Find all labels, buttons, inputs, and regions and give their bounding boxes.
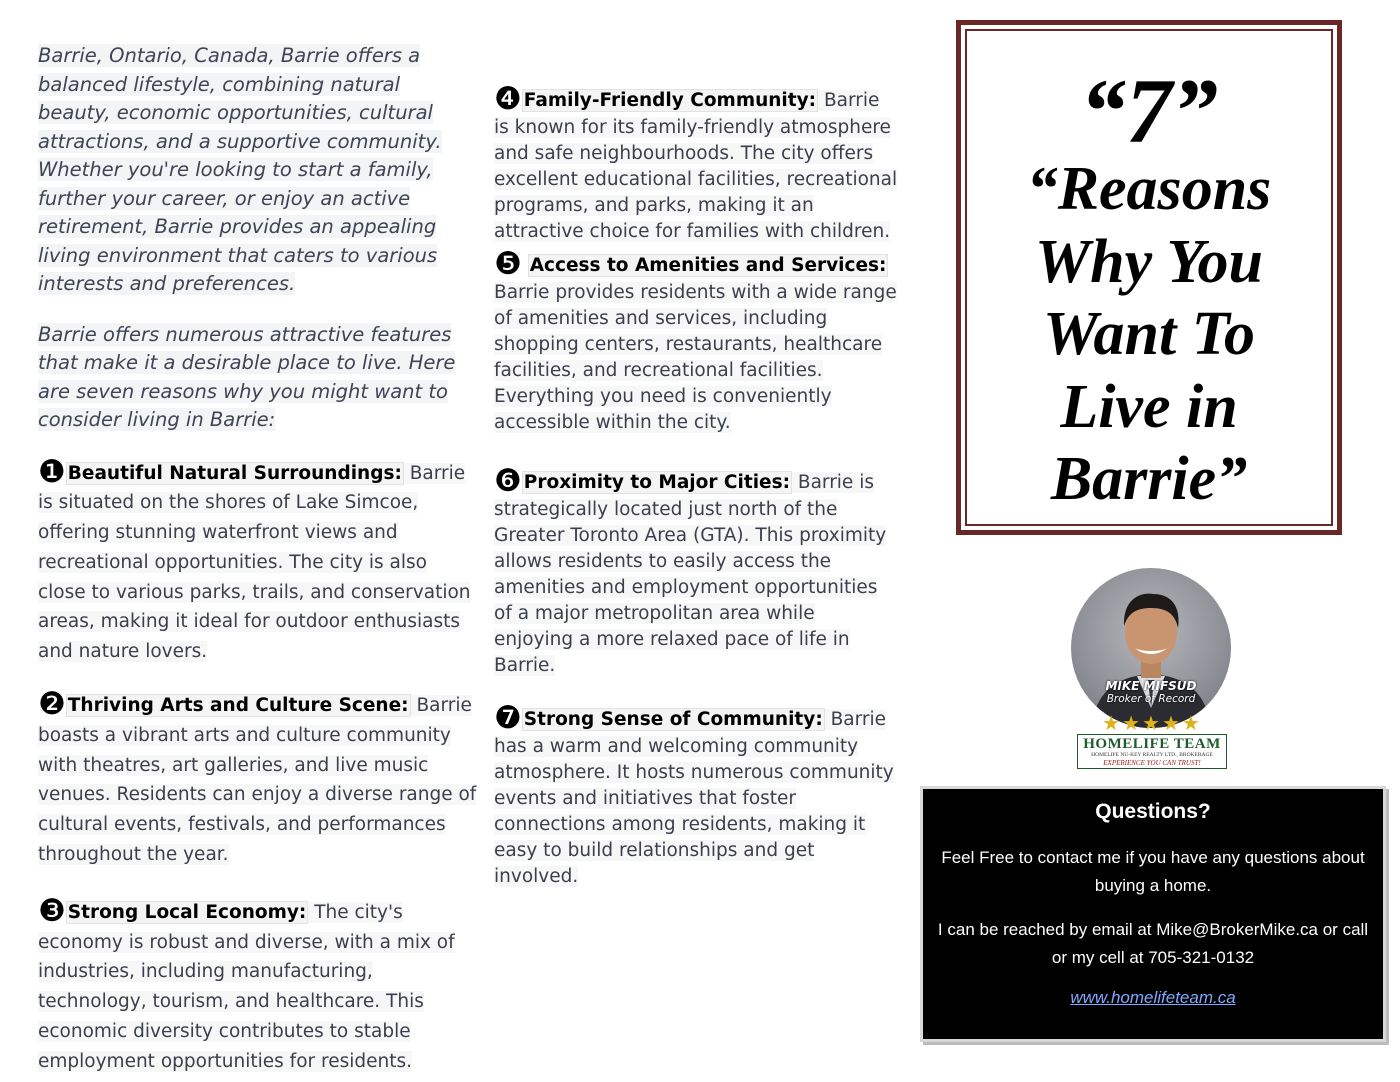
- reason-5: [494, 246, 899, 436]
- contact-heading: Questions?: [1095, 800, 1211, 823]
- number-2-icon: ❷: [38, 686, 66, 723]
- logo-box: [1077, 734, 1227, 769]
- middle-column: [494, 0, 899, 890]
- number-4-icon: ❹: [494, 81, 522, 117]
- star-rating-icon: ★★★★★: [1102, 711, 1202, 735]
- contact-line-1: Feel Free to contact me if you have any questions about buying a home.: [941, 848, 1365, 895]
- number-7-icon: ❼: [494, 700, 522, 736]
- title-number: “7”: [1080, 60, 1218, 162]
- title-line: Why You: [1035, 227, 1263, 296]
- title-line: Want To: [1043, 300, 1255, 368]
- reason-2: [38, 686, 478, 870]
- agent-photo: [1071, 568, 1231, 728]
- reason-1: [38, 453, 478, 668]
- title-line: “Reasons: [1026, 155, 1272, 223]
- website-link[interactable]: www.homelifeteam.ca: [1070, 988, 1236, 1007]
- number-3-icon: ❸: [38, 892, 66, 929]
- reason-heading: Access to Amenities and Services:: [529, 255, 887, 276]
- reason-text: Barrie is situated on the shores of Lake Simcoe, offering stunning waterfront views and recreational opportunities. The city is also close to various parks, trails, and conservation areas, making it ideal for outdoor enthusiasts and nature lovers.: [38, 462, 471, 663]
- reason-text: Barrie is known for its family-friendly atmosphere and safe neighbourhoods. The city offers excellent educational facilities, recreational programs, and parks, making it an attractive choice for families with children.: [494, 90, 898, 242]
- reason-heading: Thriving Arts and Culture Scene:: [67, 695, 409, 717]
- title-line: Live in: [1060, 372, 1238, 441]
- reason-heading: Strong Local Economy:: [67, 901, 307, 923]
- title-frame: [956, 20, 1342, 535]
- reason-text: Barrie boasts a vibrant arts and culture community with theatres, art galleries, and live music venues. Residents can enjoy a diverse range of cultural events, festivals, and performances throughout the year.: [38, 695, 477, 866]
- left-column: [38, 0, 478, 1077]
- number-1-icon: ❶: [38, 453, 66, 490]
- agent-role: Broker of Record: [1106, 693, 1196, 705]
- reason-7: [494, 700, 899, 890]
- reason-text: Barrie provides residents with a wide range of amenities and services, including shopping centers, restaurants, healthcare facilities, and recreational facilities. Everything you need is conveniently accessible within the city.: [494, 282, 897, 433]
- homelife-logo: [1074, 712, 1230, 770]
- reason-heading: Strong Sense of Community:: [523, 709, 823, 730]
- number-5-icon: ❺: [494, 246, 522, 282]
- reason-heading: Family-Friendly Community:: [523, 90, 817, 111]
- reason-3: [38, 892, 478, 1077]
- title-heading: [961, 153, 1337, 516]
- reason-heading: Proximity to Major Cities:: [523, 472, 790, 493]
- title-line: Barrie”: [1050, 445, 1248, 513]
- reason-6: [494, 463, 899, 679]
- reason-heading: Beautiful Natural Surroundings:: [67, 462, 402, 484]
- logo-name: HOMELIFE TEAM: [1083, 736, 1221, 752]
- reason-text: Barrie has a warm and welcoming community atmosphere. It hosts numerous community events and initiatives that foster connections among residents, making it easy to build relationships and get involved.: [494, 709, 894, 887]
- reason-text: The city's economy is robust and diverse, with a mix of industries, including manufacturing, technology, tourism, and healthcare. This economic diversity contributes to stable employment opportunities for residents.: [38, 901, 455, 1072]
- intro-paragraph-2: Barrie offers numerous attractive features that make it a desirable place to live. Here are seven reasons why you might want to consider living in Barrie:: [38, 322, 456, 431]
- logo-subtitle: HOMELIFE NU-KEY REALTY LTD., BROKERAGE: [1091, 752, 1213, 758]
- reason-4: [494, 81, 899, 245]
- reason-text: Barrie is strategically located just north of the Greater Toronto Area (GTA). This proximity allows residents to easily access the amenities and employment opportunities of a major metropolitan area while enjoying a more relaxed pace of life in Barrie.: [494, 472, 887, 676]
- contact-line-2: I can be reached by email at Mike@BrokerMike.ca or call or my cell at 705-321-0132: [937, 920, 1369, 967]
- contact-box: [920, 786, 1386, 1042]
- right-column: [918, 0, 1384, 1082]
- number-6-icon: ❻: [494, 463, 522, 499]
- intro-paragraph-1: Barrie, Ontario, Canada, Barrie offers a balanced lifestyle, combining natural beauty, economic opportunities, cultural attractions, and a supportive community. Whether you're looking to start a family, further your career, or enjoy an active retirement, Barrie provides an appealing living environment that caters to various interests and preferences.: [38, 44, 442, 295]
- logo-tagline: EXPERIENCE YOU CAN TRUST!: [1103, 759, 1201, 767]
- agent-name: MIKE MIFSUD: [1105, 679, 1197, 693]
